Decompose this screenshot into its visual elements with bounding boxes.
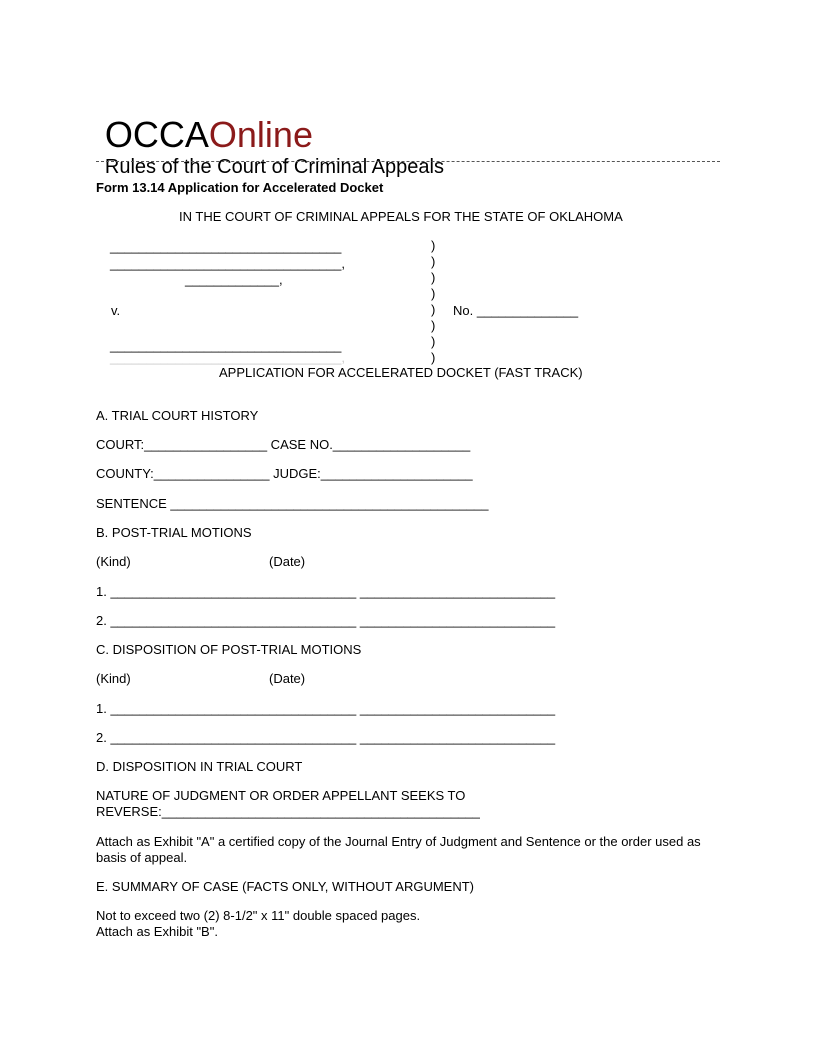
caption-line-1: ________________________________ xyxy=(110,239,342,254)
court-case-line: COURT:_________________ CASE NO.___________________ xyxy=(96,437,471,452)
caption-paren: ) xyxy=(431,302,436,317)
caption-line-3: _____________, xyxy=(185,272,283,287)
post-trial-motion-row-2: 2. __________________________________ ___________________________ xyxy=(96,613,556,628)
caption-paren: ) xyxy=(431,318,436,333)
nature-of-judgment-line-2: REVERSE:____________________________________________ xyxy=(96,804,480,819)
caption-versus: v. xyxy=(111,303,121,318)
caption-paren: ) xyxy=(431,286,436,301)
logo-online: Online xyxy=(208,114,313,155)
case-number-field: No. ______________ xyxy=(453,303,579,318)
form-title: Form 13.14 Application for Accelerated Docket xyxy=(96,180,384,195)
caption-paren: ) xyxy=(431,350,436,365)
post-trial-motion-row-1: 1. __________________________________ ___________________________ xyxy=(96,584,556,599)
county-judge-line: COUNTY:________________ JUDGE:_____________________ xyxy=(96,466,473,481)
sentence-line: SENTENCE ____________________________________________ xyxy=(96,496,489,511)
section-a-heading: A. TRIAL COURT HISTORY xyxy=(96,408,259,423)
section-e-heading: E. SUMMARY OF CASE (FACTS ONLY, WITHOUT ARGUMENT) xyxy=(96,879,475,894)
section-c-heading: C. DISPOSITION OF POST-TRIAL MOTIONS xyxy=(96,642,362,657)
page-header xyxy=(96,96,444,179)
caption-line-4: ________________________________ xyxy=(110,338,342,353)
column-date-label: (Date) xyxy=(269,671,306,686)
column-kind-label: (Kind) xyxy=(96,554,131,569)
caption-paren: ) xyxy=(431,270,436,285)
application-title: APPLICATION FOR ACCELERATED DOCKET (FAST TRACK) xyxy=(219,365,583,380)
column-date-label: (Date) xyxy=(269,554,306,569)
caption-paren: ) xyxy=(431,238,436,253)
exhibit-a-instructions: Attach as Exhibit "A" a certified copy of the Journal Entry of Judgment and Sentence or the order used as basis of appeal. xyxy=(96,834,701,865)
disposition-row-1: 1. __________________________________ ___________________________ xyxy=(96,701,556,716)
court-heading: IN THE COURT OF CRIMINAL APPEALS FOR THE STATE OF OKLAHOMA xyxy=(179,209,623,224)
nature-of-judgment-line-1: NATURE OF JUDGMENT OR ORDER APPELLANT SEEKS TO xyxy=(96,788,466,803)
section-d-heading: D. DISPOSITION IN TRIAL COURT xyxy=(96,759,303,774)
caption-line-2: ________________________________, xyxy=(110,256,345,271)
section-b-heading: B. POST-TRIAL MOTIONS xyxy=(96,525,252,540)
caption-paren: ) xyxy=(431,254,436,269)
logo-occa: OCCA xyxy=(104,114,209,155)
caption-paren: ) xyxy=(431,334,436,349)
disposition-row-2: 2. __________________________________ ___________________________ xyxy=(96,730,556,745)
header-divider xyxy=(96,161,720,162)
summary-instruction-2: Attach as Exhibit "B". xyxy=(96,924,218,939)
summary-instruction-1: Not to exceed two (2) 8-1/2" x 11" double spaced pages. xyxy=(96,908,421,923)
column-kind-label: (Kind) xyxy=(96,671,131,686)
header-subtitle: Rules of the Court of Criminal Appeals xyxy=(104,156,444,178)
caption-line-5: ________________________________, xyxy=(110,350,345,365)
